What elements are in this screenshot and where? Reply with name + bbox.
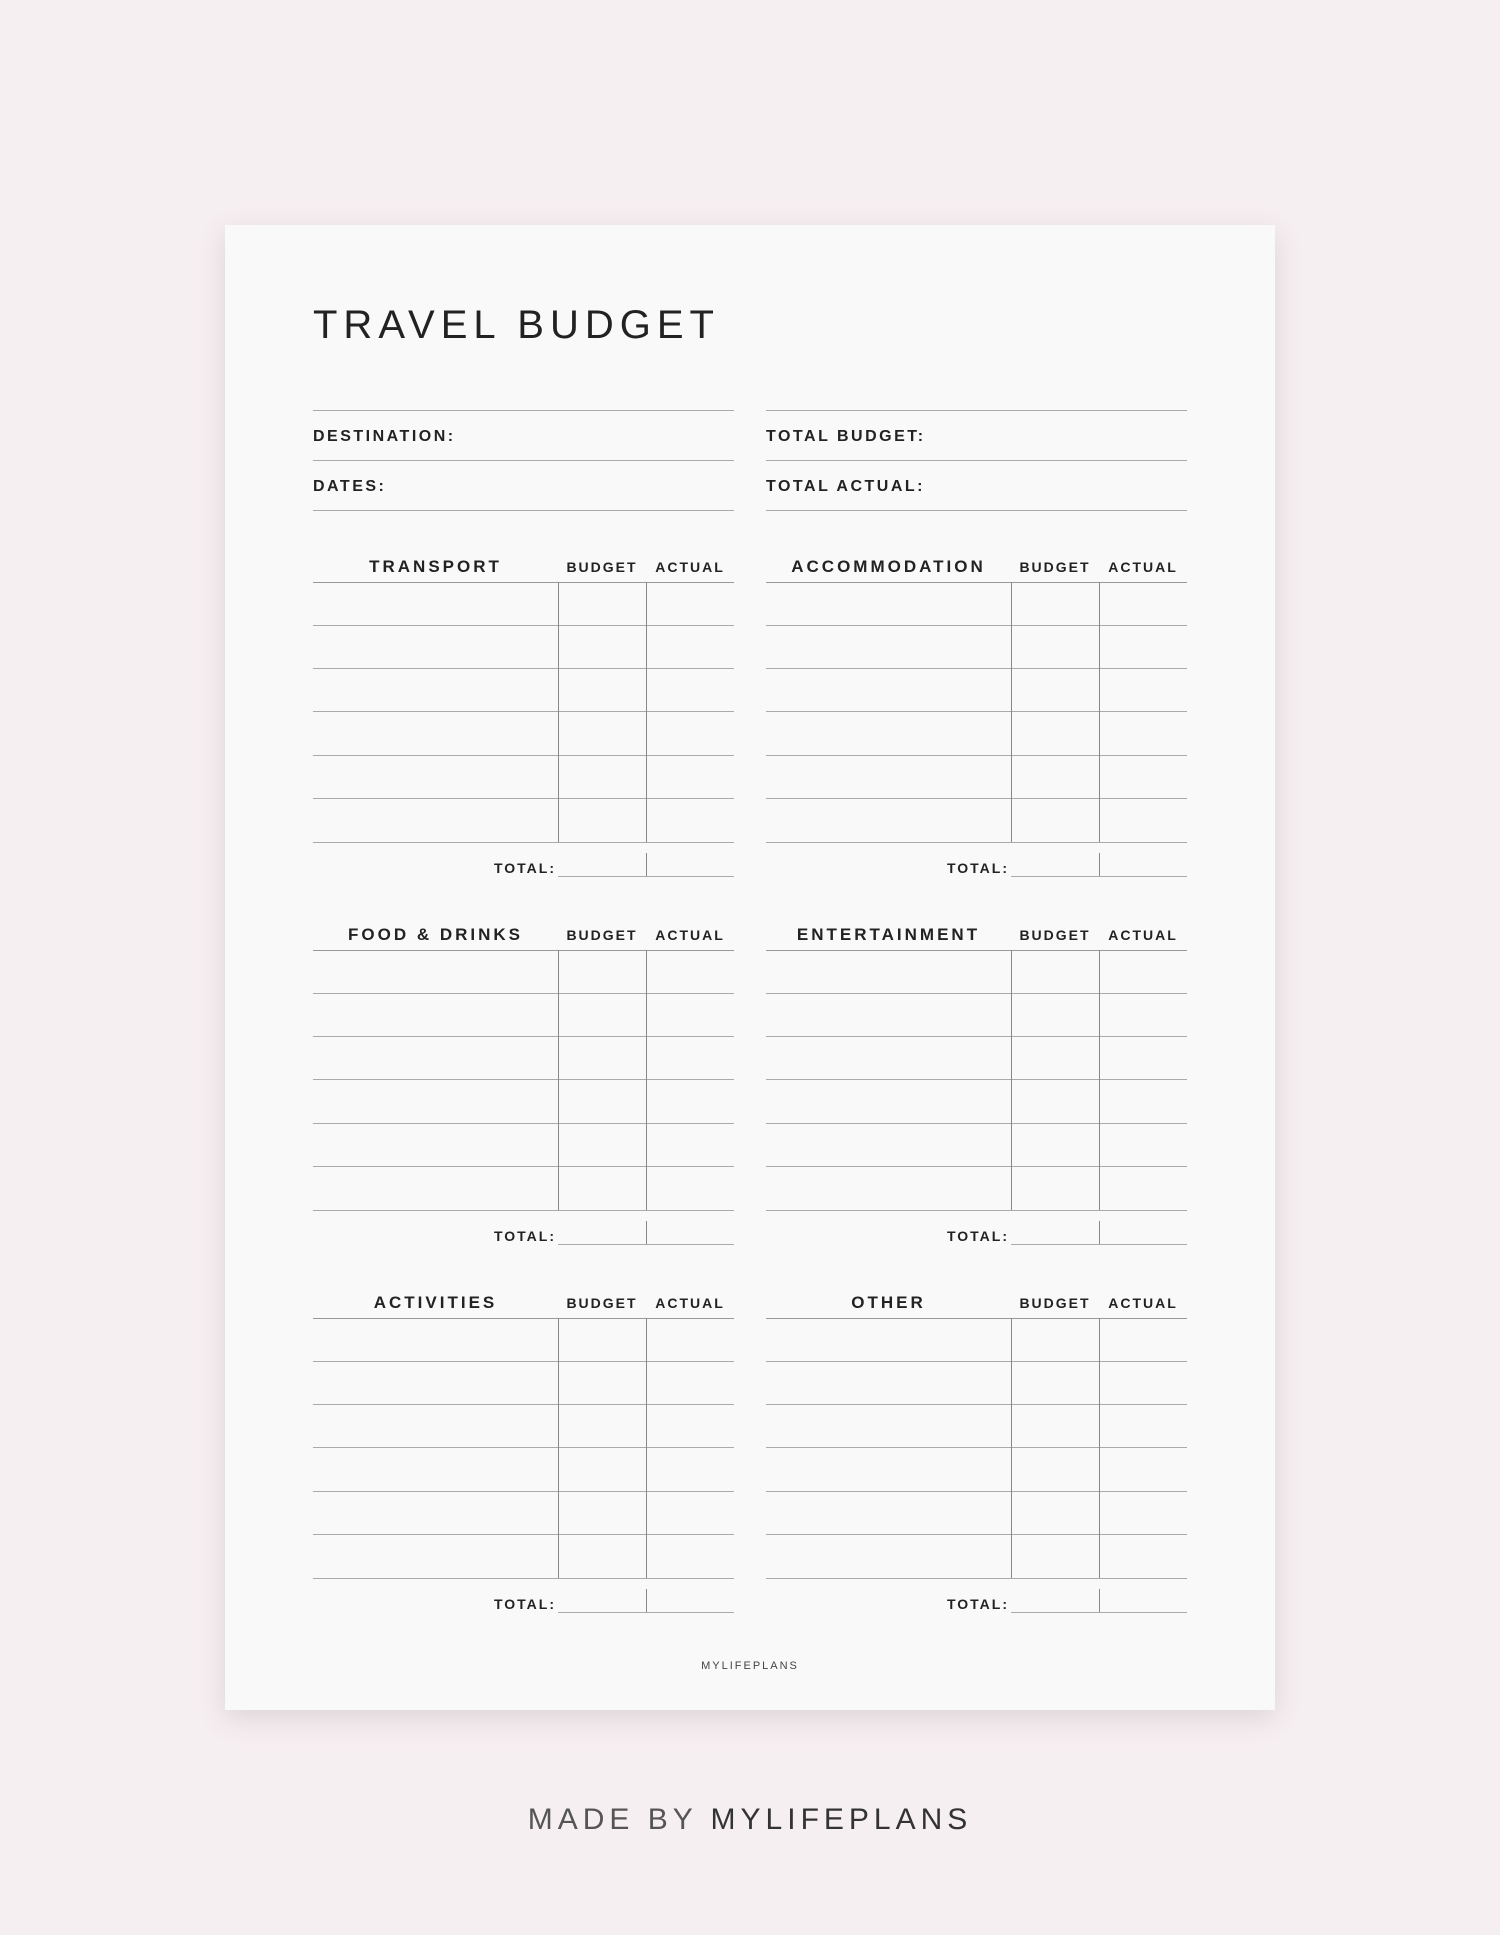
- total-divider: [646, 1221, 647, 1245]
- table-row[interactable]: [766, 842, 1187, 843]
- table-row[interactable]: [766, 668, 1187, 669]
- table-row[interactable]: [766, 711, 1187, 712]
- total-divider: [1099, 853, 1100, 877]
- dates-label: DATES:: [313, 478, 387, 495]
- table-row[interactable]: [766, 1036, 1187, 1037]
- total-label: TOTAL:: [946, 1228, 1009, 1244]
- section-header: [766, 1283, 1187, 1319]
- table-row[interactable]: [313, 798, 734, 799]
- total-divider: [1099, 1589, 1100, 1613]
- total-field[interactable]: [558, 876, 734, 877]
- budget-column-header: BUDGET: [1019, 927, 1091, 943]
- table-row[interactable]: [766, 755, 1187, 756]
- actual-column-header: ACTUAL: [655, 1295, 725, 1311]
- table-row[interactable]: [313, 711, 734, 712]
- total-field[interactable]: [1011, 1244, 1187, 1245]
- total-field[interactable]: [1011, 876, 1187, 877]
- actual-column-divider: [1099, 1318, 1100, 1578]
- table-row[interactable]: [766, 1534, 1187, 1535]
- table-row[interactable]: [313, 1447, 734, 1448]
- table-row[interactable]: [766, 625, 1187, 626]
- table-row[interactable]: [766, 1210, 1187, 1211]
- section-food-drinks: [313, 915, 734, 1245]
- table-row[interactable]: [313, 668, 734, 669]
- actual-column-header: ACTUAL: [1108, 1295, 1178, 1311]
- table-row[interactable]: [313, 1361, 734, 1362]
- section-title: FOOD & DRINKS: [348, 925, 523, 944]
- budget-column-divider: [558, 950, 559, 1210]
- planner-sheet: [225, 225, 1275, 1710]
- table-row[interactable]: [766, 1079, 1187, 1080]
- total-label: TOTAL:: [946, 860, 1009, 876]
- total-actual-label: TOTAL ACTUAL:: [766, 478, 925, 495]
- budget-column-divider: [1011, 582, 1012, 842]
- table-row[interactable]: [766, 1578, 1187, 1579]
- section-title: ENTERTAINMENT: [796, 925, 981, 944]
- total-divider: [646, 853, 647, 877]
- budget-column-divider: [558, 582, 559, 842]
- section-other: [766, 1283, 1187, 1613]
- budget-column-header: BUDGET: [1019, 1295, 1091, 1311]
- table-row[interactable]: [766, 1447, 1187, 1448]
- section-header: [766, 915, 1187, 951]
- table-row[interactable]: [313, 755, 734, 756]
- table-row[interactable]: [766, 798, 1187, 799]
- page-title: TRAVEL BUDGET: [313, 303, 720, 347]
- total-divider: [1099, 1221, 1100, 1245]
- caption-prefix: MADE BY: [527, 1803, 711, 1836]
- actual-column-divider: [1099, 582, 1100, 842]
- section-transport: [313, 547, 734, 877]
- total-label: TOTAL:: [493, 1596, 556, 1612]
- table-row[interactable]: [766, 993, 1187, 994]
- section-activities: [313, 1283, 734, 1613]
- section-title: ACCOMMODATION: [791, 557, 986, 576]
- table-row[interactable]: [313, 1166, 734, 1167]
- budget-column-divider: [558, 1318, 559, 1578]
- table-row[interactable]: [313, 1079, 734, 1080]
- total-label: TOTAL:: [493, 860, 556, 876]
- section-accommodation: [766, 547, 1187, 877]
- sheet-footer-brand: MYLIFEPLANS: [701, 1660, 799, 1672]
- table-row[interactable]: [313, 625, 734, 626]
- section-header: [313, 1283, 734, 1319]
- actual-column-header: ACTUAL: [655, 927, 725, 943]
- budget-column-divider: [1011, 950, 1012, 1210]
- destination-label: DESTINATION:: [313, 428, 456, 445]
- total-field[interactable]: [558, 1244, 734, 1245]
- section-title: TRANSPORT: [369, 557, 502, 576]
- total-label: TOTAL:: [946, 1596, 1009, 1612]
- table-row[interactable]: [313, 993, 734, 994]
- table-row[interactable]: [313, 1036, 734, 1037]
- table-row[interactable]: [313, 1210, 734, 1211]
- dates-field[interactable]: [313, 460, 734, 511]
- section-title: OTHER: [851, 1293, 926, 1312]
- total-divider: [646, 1589, 647, 1613]
- table-row[interactable]: [313, 1578, 734, 1579]
- actual-column-divider: [646, 1318, 647, 1578]
- budget-column-header: BUDGET: [566, 927, 638, 943]
- table-row[interactable]: [766, 1404, 1187, 1405]
- total-field[interactable]: [558, 1612, 734, 1613]
- total-budget-label: TOTAL BUDGET:: [766, 428, 926, 445]
- total-label: TOTAL:: [493, 1228, 556, 1244]
- actual-column-divider: [646, 950, 647, 1210]
- made-by-caption: [0, 1803, 1500, 1837]
- actual-column-header: ACTUAL: [1108, 559, 1178, 575]
- section-header: [313, 915, 734, 951]
- caption-brand: MYLIFEPLANS: [710, 1803, 973, 1836]
- table-row[interactable]: [313, 1123, 734, 1124]
- table-row[interactable]: [313, 1534, 734, 1535]
- table-row[interactable]: [313, 1404, 734, 1405]
- section-title: ACTIVITIES: [373, 1293, 498, 1312]
- budget-column-header: BUDGET: [1019, 559, 1091, 575]
- total-actual-field[interactable]: [766, 460, 1187, 511]
- table-row[interactable]: [766, 1166, 1187, 1167]
- section-header: [313, 547, 734, 583]
- table-row[interactable]: [313, 842, 734, 843]
- budget-column-header: BUDGET: [566, 559, 638, 575]
- table-row[interactable]: [766, 1123, 1187, 1124]
- section-entertainment: [766, 915, 1187, 1245]
- destination-field[interactable]: [313, 410, 734, 461]
- total-field[interactable]: [1011, 1612, 1187, 1613]
- budget-column-divider: [1011, 1318, 1012, 1578]
- actual-column-divider: [646, 582, 647, 842]
- actual-column-divider: [1099, 950, 1100, 1210]
- total-budget-field[interactable]: [766, 410, 1187, 461]
- table-row[interactable]: [766, 1491, 1187, 1492]
- actual-column-header: ACTUAL: [1108, 927, 1178, 943]
- actual-column-header: ACTUAL: [655, 559, 725, 575]
- table-row[interactable]: [313, 1491, 734, 1492]
- budget-column-header: BUDGET: [566, 1295, 638, 1311]
- section-header: [766, 547, 1187, 583]
- table-row[interactable]: [766, 1361, 1187, 1362]
